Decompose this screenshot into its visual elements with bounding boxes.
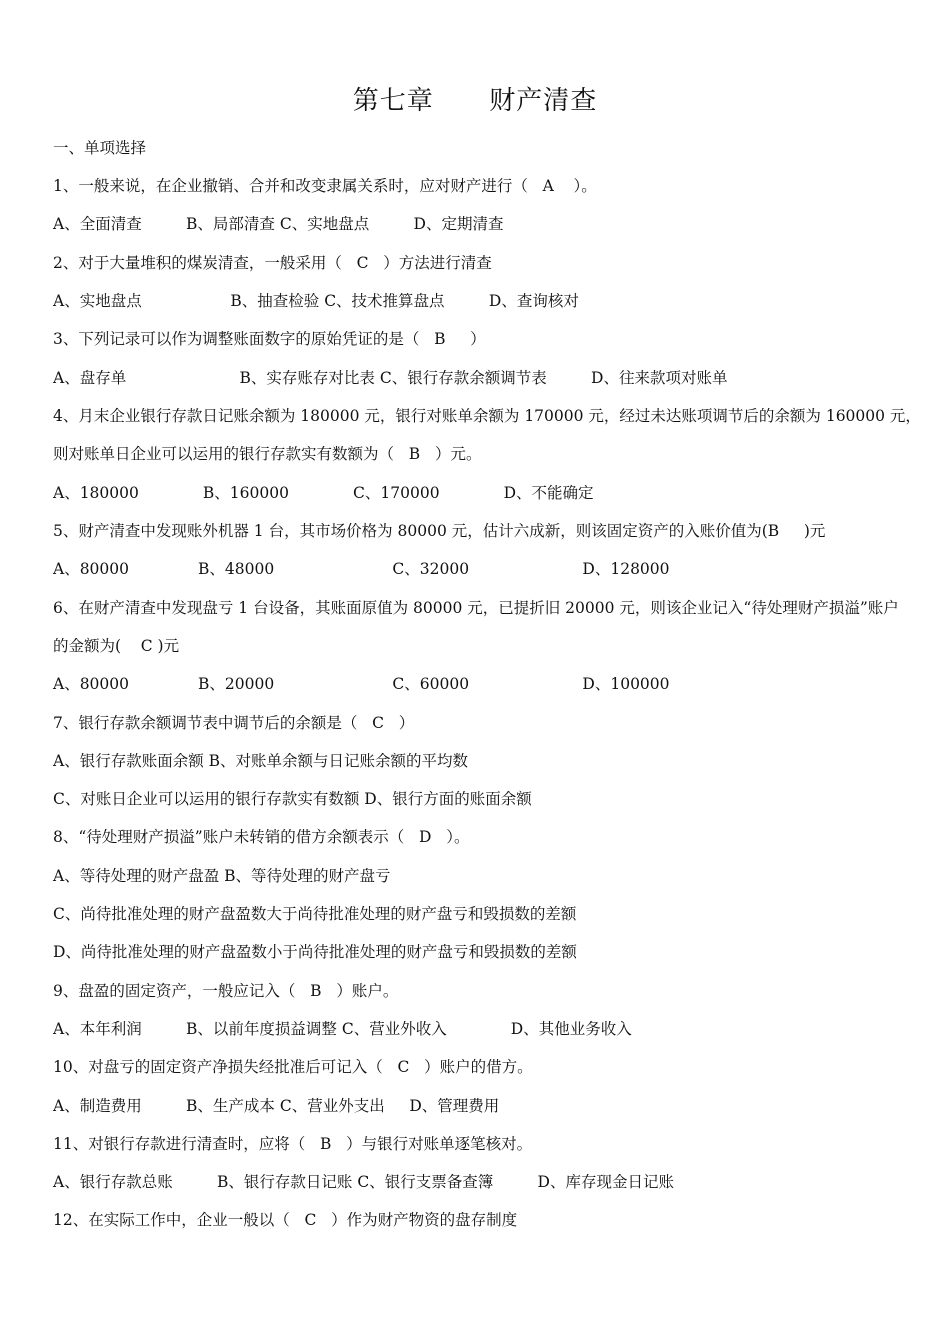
question-6-line-1: 6、在财产清查中发现盘亏 1 台设备，其账面原值为 80000 元，已提折旧 20000 元，则该企业记入“待处理财产损溢”账户 bbox=[53, 599, 899, 617]
question-10: 10、对盘亏的固定资产净损失经批准后可记入（ C ）账户的借方。 bbox=[53, 1058, 533, 1076]
question-3: 3、下列记录可以作为调整账面数字的原始凭证的是（ B ） bbox=[53, 330, 486, 348]
section-heading: 一、单项选择 bbox=[53, 139, 147, 157]
question-5: 5、财产清查中发现账外机器 1 台，其市场价格为 80000 元，估计六成新，则该固定资产的入账价值为(B )元 bbox=[53, 522, 826, 540]
question-7: 7、银行存款余额调节表中调节后的余额是（ C ） bbox=[53, 714, 415, 732]
question-1: 1、一般来说，在企业撤销、合并和改变隶属关系时，应对财产进行（ A ）。 bbox=[53, 177, 597, 195]
options-8-line-1: A、等待处理的财产盘盈 B、等待处理的财产盘亏 bbox=[53, 867, 391, 885]
question-9: 9、盘盈的固定资产，一般应记入（ B ）账户。 bbox=[53, 982, 399, 1000]
options-1: A、全面清查 B、局部清查 C、实地盘点 D、定期清查 bbox=[53, 215, 504, 233]
options-8-line-2: C、尚待批准处理的财产盘盈数大于尚待批准处理的财产盘亏和毁损数的差额 bbox=[53, 905, 577, 923]
question-12: 12、在实际工作中，企业一般以（ C ）作为财产物资的盘存制度 bbox=[53, 1211, 518, 1229]
question-4-line-2: 则对账单日企业可以运用的银行存款实有数额为（ B ）元。 bbox=[53, 445, 482, 463]
question-6-line-2: 的金额为( C )元 bbox=[53, 637, 180, 655]
question-8: 8、“待处理财产损溢”账户未转销的借方余额表示（ D ）。 bbox=[53, 828, 470, 846]
options-3: A、盘存单 B、实存账存对比表 C、银行存款余额调节表 D、往来款项对账单 bbox=[53, 369, 728, 387]
options-5: A、80000 B、48000 C、32000 D、128000 bbox=[53, 560, 670, 578]
chapter-title: 第七章 财产清查 bbox=[352, 86, 598, 116]
options-4: A、180000 B、160000 C、170000 D、不能确定 bbox=[53, 484, 594, 502]
question-2: 2、对于大量堆积的煤炭清查，一般采用（ C ）方法进行清查 bbox=[53, 254, 492, 272]
options-8-line-3: D、尚待批准处理的财产盘盈数小于尚待批准处理的财产盘亏和毁损数的差额 bbox=[53, 943, 577, 961]
options-7-line-1: A、银行存款账面余额 B、对账单余额与日记账余额的平均数 bbox=[53, 752, 469, 770]
options-10: A、制造费用 B、生产成本 C、营业外支出 D、管理费用 bbox=[53, 1097, 500, 1115]
options-11: A、银行存款总账 B、银行存款日记账 C、银行支票备查簿 D、库存现金日记账 bbox=[53, 1173, 674, 1191]
question-4-line-1: 4、月末企业银行存款日记账余额为 180000 元，银行对账单余额为 170000 元，经过未达账项调节后的余额为 160000 元， bbox=[53, 407, 921, 425]
options-6: A、80000 B、20000 C、60000 D、100000 bbox=[53, 675, 670, 693]
options-7-line-2: C、对账日企业可以运用的银行存款实有数额 D、银行方面的账面余额 bbox=[53, 790, 532, 808]
options-2: A、实地盘点 B、抽查检验 C、技术推算盘点 D、查询核对 bbox=[53, 292, 579, 310]
options-9: A、本年利润 B、以前年度损益调整 C、营业外收入 D、其他业务收入 bbox=[53, 1020, 632, 1038]
question-11: 11、对银行存款进行清查时，应将（ B ）与银行对账单逐笔核对。 bbox=[53, 1135, 533, 1153]
